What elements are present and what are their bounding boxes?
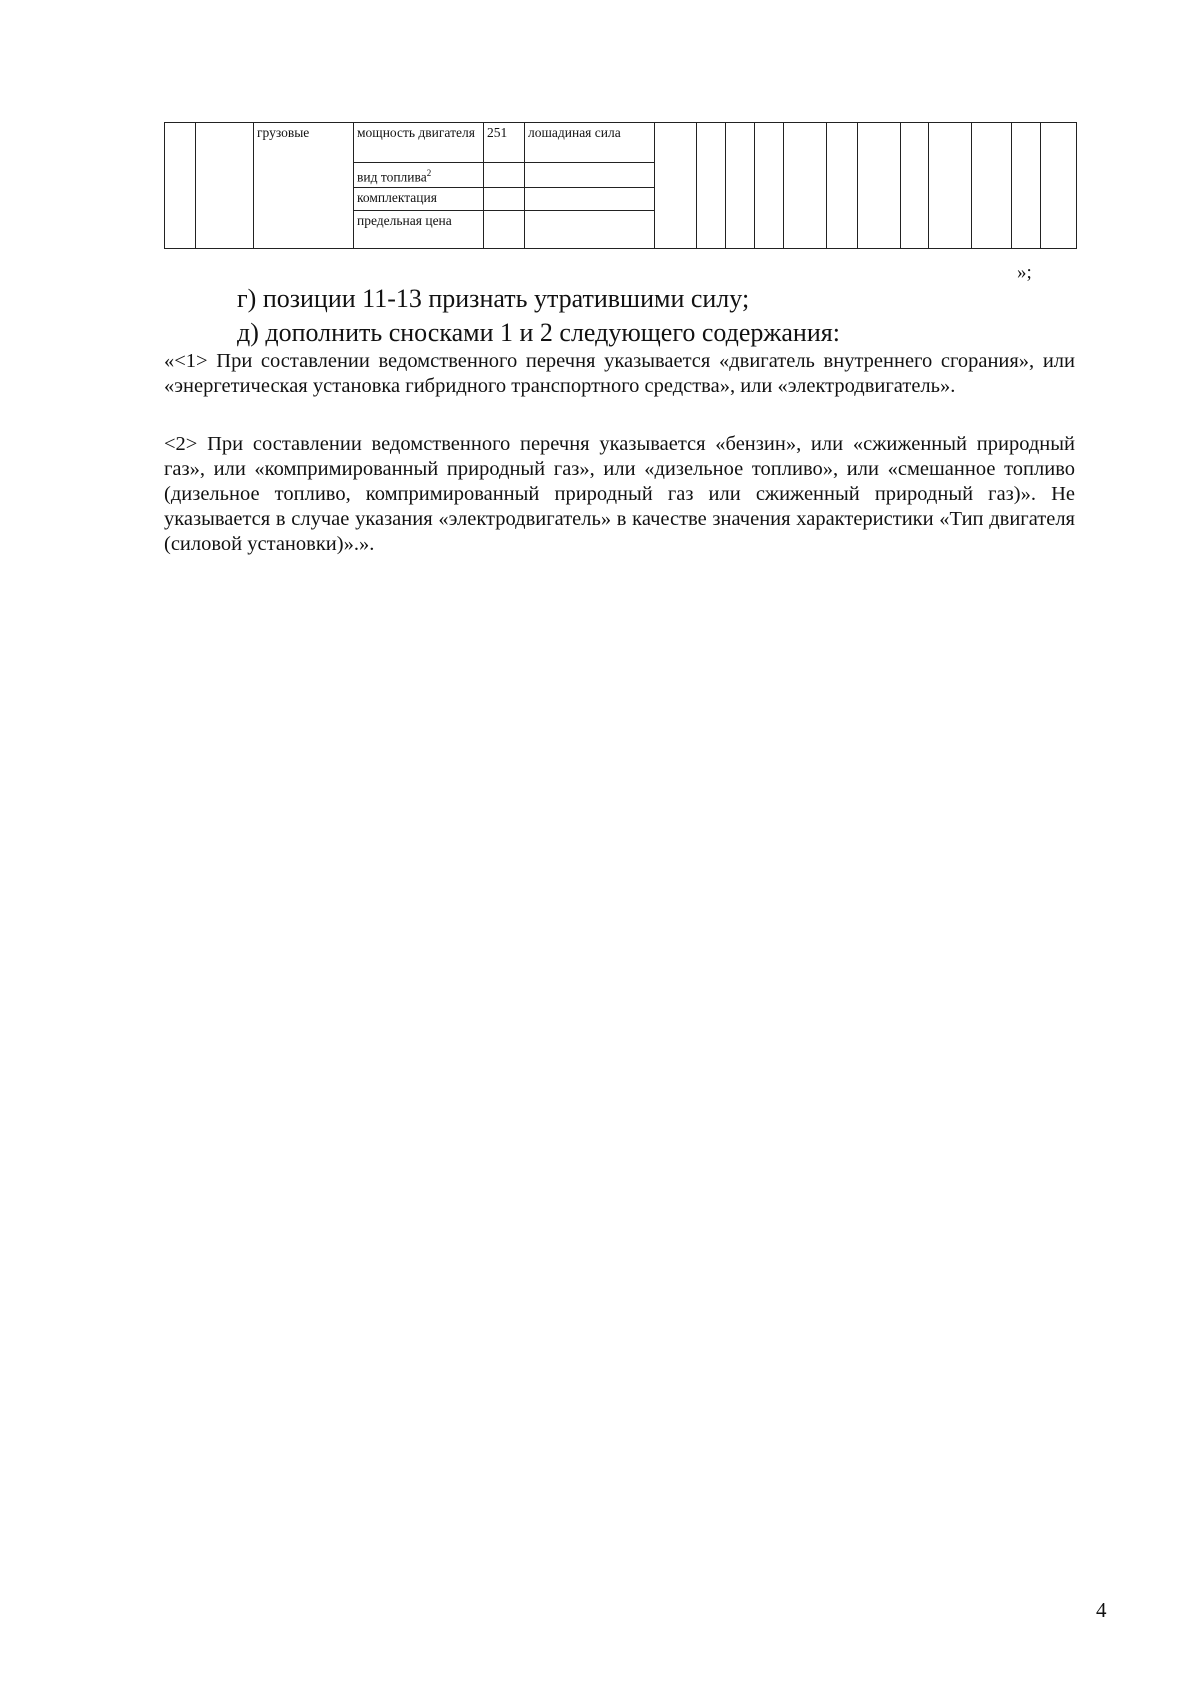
- table-cell-unit: [525, 163, 655, 188]
- table-cell-characteristic: комплектация: [354, 187, 484, 210]
- footnote-1-text: «<1> При составлении ведомственного перечня указывается «двигатель внутреннего сгорания», или «энергетическая установка гибридного транспортного средства», или «электродвигатель».: [164, 350, 1075, 397]
- table-cell-empty: [755, 123, 784, 249]
- table-cell-characteristic: предельная цена: [354, 210, 484, 248]
- table-cell-empty: [1012, 123, 1041, 249]
- table-cell-characteristic: мощность двигателя: [354, 123, 484, 163]
- table-cell-empty: [827, 123, 858, 249]
- table-cell-empty: [165, 123, 196, 249]
- table-cell-category: грузовые: [254, 123, 354, 249]
- table-cell-empty: [196, 123, 254, 249]
- table-cell-empty: [972, 123, 1012, 249]
- table-cell-unit: [525, 210, 655, 248]
- table-cell-empty: [655, 123, 697, 249]
- characteristic-label: вид топлива: [357, 169, 427, 185]
- item-d-paragraph: д) дополнить сносками 1 и 2 следующего содержания:: [237, 318, 840, 347]
- table-cell-code: [484, 210, 525, 248]
- characteristics-table: [164, 122, 1077, 249]
- table-cell-characteristic: [354, 163, 484, 188]
- table-cell-empty: [726, 123, 755, 249]
- table-row: [165, 123, 1077, 163]
- table-cell-empty: [697, 123, 726, 249]
- footnote-2-text: <2> При составлении ведомственного перечня указывается «бензин», или «сжиженный природный газ», или «компримированный природный газ», или «дизельное топливо», или «смешанное топливо (дизельное топливо, компримированный природный газ или сжиженный природный газ)». Не указывается в случае указания «электродвигатель» в качестве значения характеристики «Тип двигателя (силовой установки)».».: [164, 433, 1075, 555]
- page-number: 4: [1096, 1598, 1107, 1622]
- table-cell-unit: [525, 187, 655, 210]
- table-cell-empty: [858, 123, 901, 249]
- table-cell-empty: [1041, 123, 1077, 249]
- item-g-paragraph: г) позиции 11-13 признать утратившими силу;: [237, 284, 750, 313]
- table-cell-code: [484, 163, 525, 188]
- table-cell-empty: [784, 123, 827, 249]
- closing-quote: »;: [1017, 262, 1032, 283]
- table-cell-code: 251: [484, 123, 525, 163]
- table-cell-empty: [929, 123, 972, 249]
- table-cell-unit: лошадиная сила: [525, 123, 655, 163]
- footnote-mark: 2: [426, 168, 432, 178]
- table-cell-code: [484, 187, 525, 210]
- table-cell-empty: [901, 123, 929, 249]
